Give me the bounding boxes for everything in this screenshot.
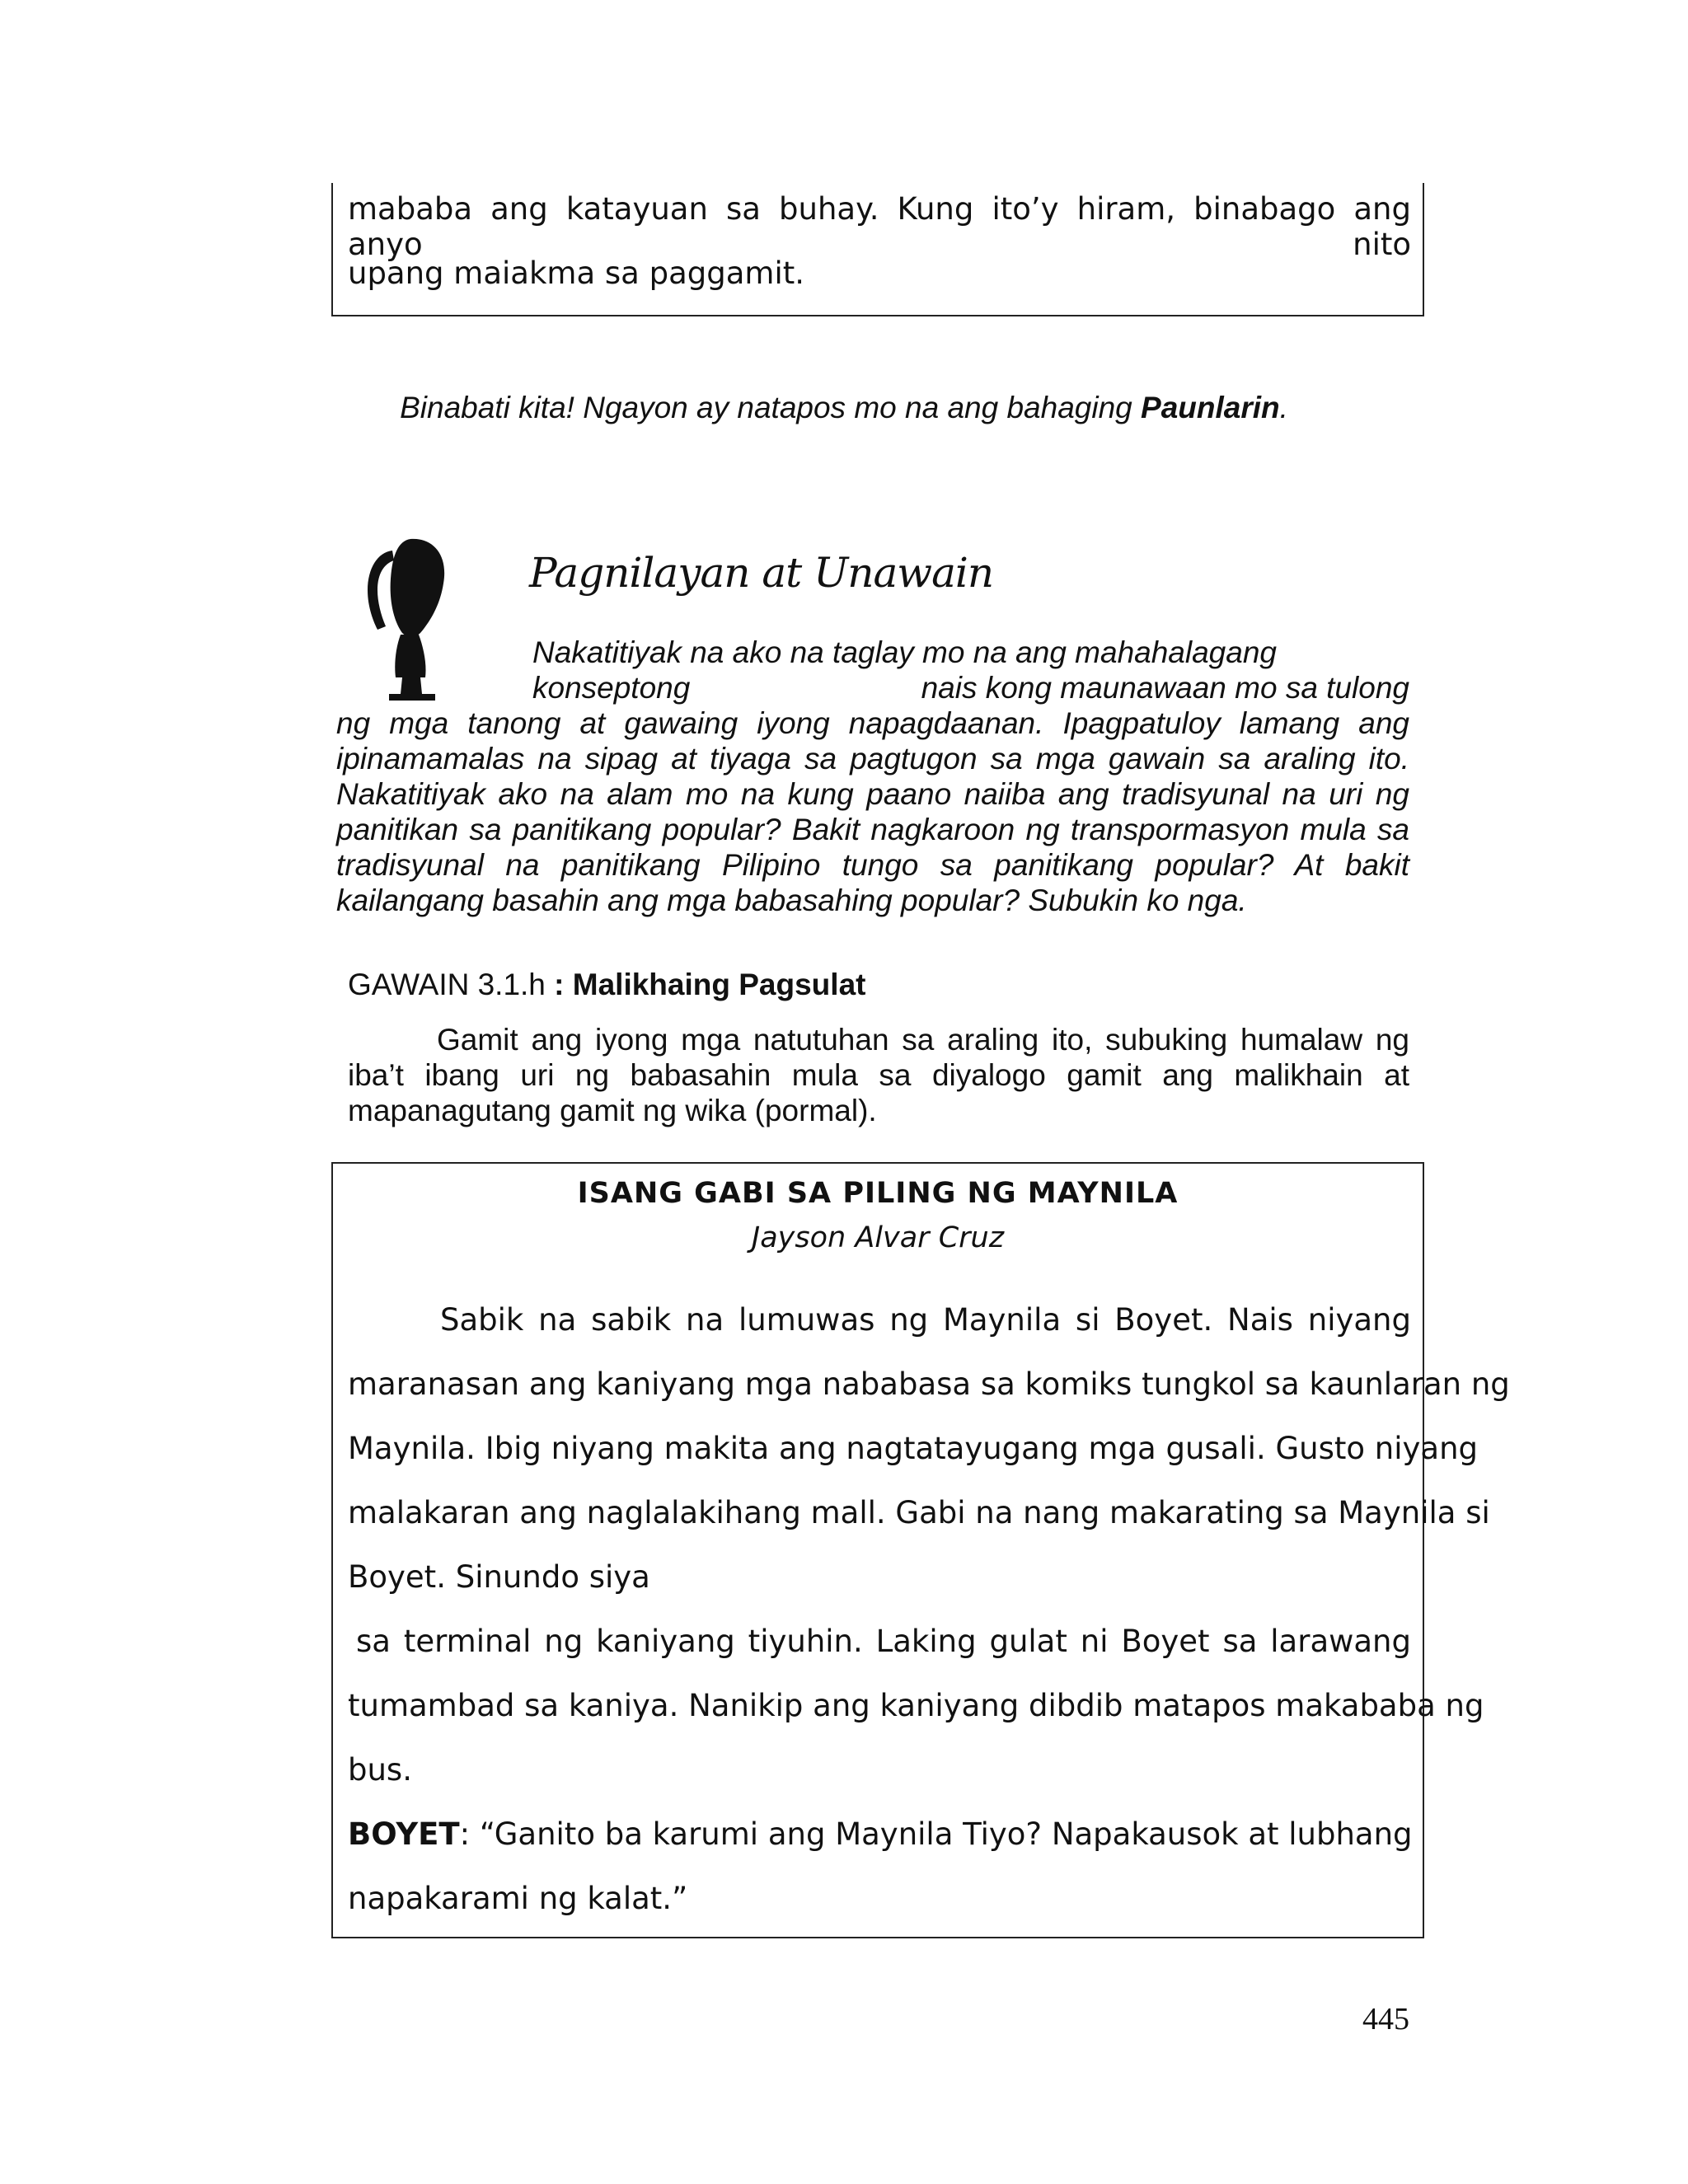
- story-line: sa terminal ng kaniyang tiyuhin. Laking gulat ni Boyet sa larawang: [356, 1624, 1411, 1659]
- para-line: kailangang basahin ang mga babasahing popular? Subukin ko nga.: [336, 883, 1247, 917]
- para-line: tradisyunal na panitikang Pilipino tungo sa panitikang popular? At bakit: [336, 848, 1409, 882]
- para-line: konseptong: [532, 671, 691, 705]
- para-line: Nakatitiyak ako na alam mo na kung paano naiiba ang tradisyunal na uri ng: [336, 777, 1409, 811]
- story-line: Boyet. Sinundo siya: [348, 1559, 650, 1595]
- activity-name: : Malikhaing Pagsulat: [554, 968, 866, 1001]
- thinking-figure-icon: [353, 532, 468, 705]
- activity-line: Gamit ang iyong mga natutuhan sa araling ito, subuking humalaw ng: [437, 1023, 1409, 1057]
- activity-label: GAWAIN 3.1.h: [348, 968, 555, 1001]
- para-line: panitikan sa panitikang popular? Bakit nagkaroon ng transpormasyon mula sa: [336, 813, 1409, 846]
- text-line: upang maiakma sa paggamit.: [348, 255, 804, 291]
- congrats-suffix: .: [1279, 391, 1288, 424]
- para-line: ng mga tanong at gawaing iyong napagdaanan. Ipagpatuloy lamang ang: [336, 706, 1409, 740]
- dialogue-speaker: BOYET: [348, 1816, 460, 1852]
- congrats-bold: Paunlarin: [1141, 391, 1280, 424]
- congrats-prefix: Binabati kita! Ngayon ay natapos mo na ang bahaging: [400, 391, 1142, 424]
- activity-title: [348, 968, 865, 1002]
- para-line: nais kong maunawaan mo sa tulong: [921, 671, 1409, 705]
- text-line: mababa ang katayuan sa buhay. Kung ito’y hiram, binabago ang anyo nito: [348, 191, 1411, 262]
- story-line: maranasan ang kaniyang mga nababasa sa komiks tungkol sa kaunlaran ng: [348, 1366, 1510, 1402]
- page-number: 445: [1362, 2002, 1409, 2036]
- congrats-message: [0, 391, 1688, 425]
- story-line: malakaran ang naglalakihang mall. Gabi na nang makarating sa Maynila si: [348, 1495, 1490, 1530]
- story-line: Maynila. Ibig niyang makita ang nagtatayugang mga gusali. Gusto niyang: [348, 1431, 1479, 1466]
- story-title: ISANG GABI SA PILING NG MAYNILA: [577, 1177, 1179, 1210]
- dialogue-text: : “Ganito ba karumi ang Maynila Tiyo? Napakausok at lubhang: [459, 1816, 1413, 1852]
- activity-line: iba’t ibang uri ng babasahin mula sa diyalogo gamit ang malikhain at: [348, 1058, 1409, 1092]
- para-line: ipinamamalas na sipag at tiyaga sa pagtugon sa mga gawain sa araling ito.: [336, 742, 1409, 776]
- section-title: Pagnilayan at Unawain: [529, 549, 994, 597]
- story-box: [331, 1162, 1510, 1938]
- story-line: tumambad sa kaniya. Nanikip ang kaniyang dibdib matapos makababa ng: [348, 1688, 1484, 1723]
- story-author: Jayson Alvar Cruz: [751, 1221, 1005, 1254]
- dialogue-line: napakarami ng kalat.”: [348, 1881, 688, 1916]
- continuation-box: [331, 183, 1424, 316]
- dialogue-line: [348, 1816, 1411, 1852]
- activity-line: mapanagutang gamit ng wika (pormal).: [348, 1094, 877, 1127]
- para-line: Nakatitiyak na ako na taglay mo na ang mahahalagang: [532, 635, 1277, 669]
- story-line: bus.: [348, 1752, 412, 1788]
- story-line: Sabik na sabik na lumuwas ng Maynila si Boyet. Nais niyang: [440, 1302, 1411, 1338]
